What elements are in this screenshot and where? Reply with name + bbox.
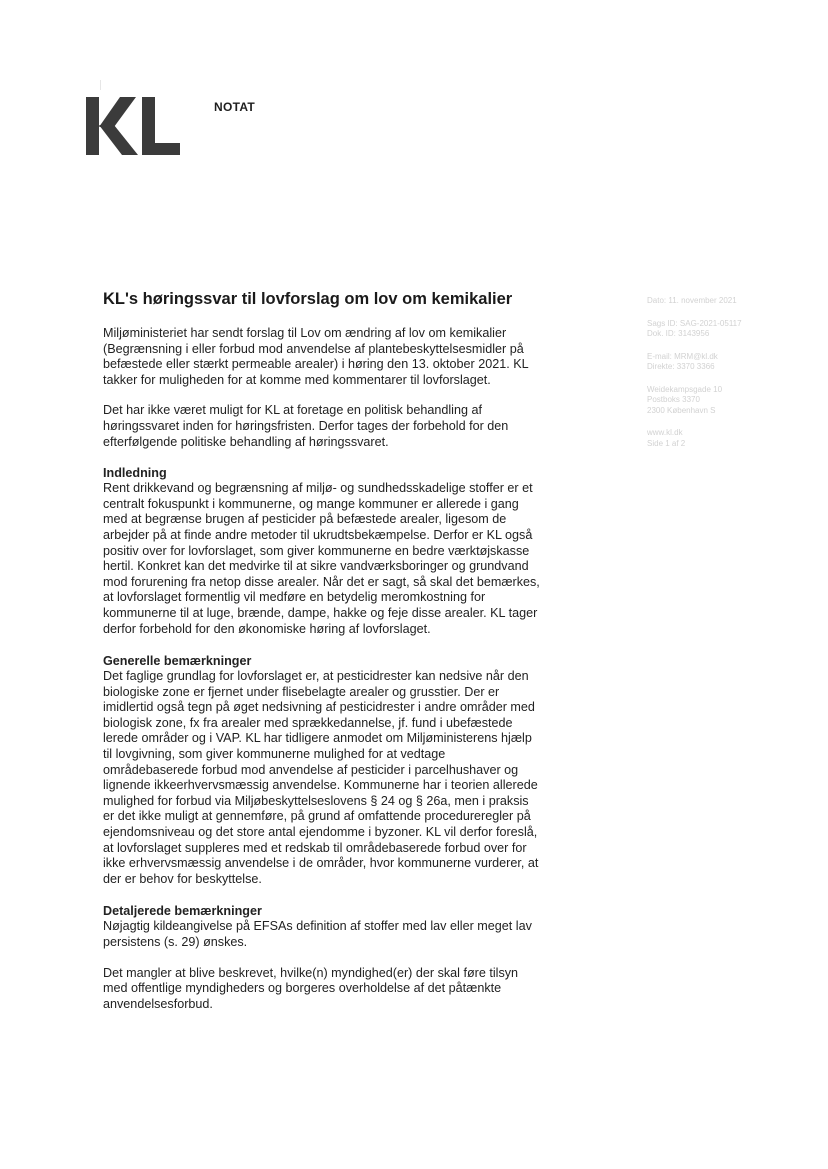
document-body <box>103 326 543 1028</box>
page-title: KL's høringssvar til lovforslag om lov om kemikalier <box>103 290 513 308</box>
intro-paragraph: Det har ikke været muligt for KL at foretage en politisk behandling af høringssvaret inden for høringsfristen. Derfor tages der forbehold for den efterfølgende politiske behandling af høringssvaret. <box>103 403 509 449</box>
meta-line: 2300 København S <box>647 405 716 415</box>
meta-line: Side 1 af 2 <box>647 438 686 448</box>
sidebar-metadata <box>647 296 787 461</box>
meta-line: E-mail: MRM@kl.dk <box>647 351 718 361</box>
section-paragraph: Det mangler at blive beskrevet, hvilke(n) myndighed(er) der skal føre tilsyn med offentlige myndigheders og borgeres overholdelse af det påtænkte anvendelsesforbud. <box>103 965 519 1011</box>
meta-line: Postboks 3370 <box>647 395 700 404</box>
section <box>103 465 543 637</box>
meta-block <box>647 319 787 340</box>
section <box>103 903 543 1012</box>
document-type: NOTAT <box>214 100 256 114</box>
margin-mark <box>100 80 101 90</box>
section-heading: Detaljerede bemærkninger <box>103 904 262 919</box>
meta-line: Dato: 11. november 2021 <box>647 296 737 305</box>
meta-line: Direkte: 3370 3366 <box>647 362 715 371</box>
kl-logo <box>86 97 182 155</box>
meta-block <box>647 385 787 417</box>
section-paragraph: Nøjagtig kildeangivelse på EFSAs definition af stoffer med lav eller meget lav persistens (s. 29) ønskes. <box>103 919 532 949</box>
meta-block <box>647 428 787 449</box>
meta-block <box>647 352 787 373</box>
section-paragraph: Det faglige grundlag for lovforslaget er, at pesticidrester kan nedsive når den biologiske zone er fjernet under flisebelagte arealer og grusstier. Der er imidlertid også tegn på øget nedsivning af pesticidrester i andre områder med biologisk zone, fx fra arealer med sprækkedannelse, jf. fund i ubefæstede lerede områder og i VAP. KL har tidligere anmodet om Miljøministerens hjælp til lovgivning, som giver kommunerne mulighed for at vedtage områdebaserede forbud mod anvendelse af pesticider i parcelhushaver og lignende ikkeerhvervsmæssig anvendelse. Kommunerne har i teorien allerede mulighed for forbud via Miljøbeskyttelseslovens § 24 og § 26a, men i praksis er det ikke muligt at gennemføre, på grund af omfattende procedureregler på ejendomsniveau og det store antal ejendomme i byzoner. KL vil derfor foreslå, at lovforslaget suppleres med et redskab til områdebaserede forbud over for ikke erhvervsmæssig anvendelse i de områder, hvor kommunerne vurderer, at der er behov for beskyttelse. <box>103 669 539 886</box>
section-paragraph: Rent drikkevand og begrænsning af miljø- og sundhedsskadelige stoffer er et centralt fokuspunkt i kommunerne, og mange kommuner er allerede i gang med at begrænse brugen af pesticider på befæstede arealer, ligesom de arbejder på at finde andre metoder til ukrudtsbekæmpelse. Derfor er KL også positiv over for lovforslaget, som giver kommunerne en bedre værktøjskasse hertil. Konkret kan det medvirke til at sikre vandværksboringer og grundvand mod forurening fra netop disse arealer. Når det er sagt, så skal det bemærkes, at lovforslaget formentlig vil medføre en betydelig meromkostning for kommunerne til at luge, brænde, dampe, hakke og feje disse arealer. KL tager derfor forbehold for den økonomiske høring af lovforslaget. <box>103 481 540 636</box>
meta-line: Sags ID: SAG-2021-05117 <box>647 318 742 328</box>
meta-block <box>647 296 787 307</box>
meta-line: Dok. ID: 3143956 <box>647 329 710 338</box>
meta-line: Weidekampsgade 10 <box>647 384 723 394</box>
intro-paragraph: Miljøministeriet har sendt forslag til Lov om ændring af lov om kemikalier (Begrænsning i eller forbud mod anvendelse af plantebeskyttelsesmidler på befæstede eller stærkt permeable arealer) i høring den 13. oktober 2021. KL takker for muligheden for at komme med kommentarer til lovforslaget. <box>103 326 529 387</box>
meta-line: www.kl.dk <box>647 428 683 437</box>
section <box>103 653 543 887</box>
section-heading: Generelle bemærkninger <box>103 654 252 669</box>
section-heading: Indledning <box>103 466 167 481</box>
kl-logo-mark <box>86 97 182 155</box>
